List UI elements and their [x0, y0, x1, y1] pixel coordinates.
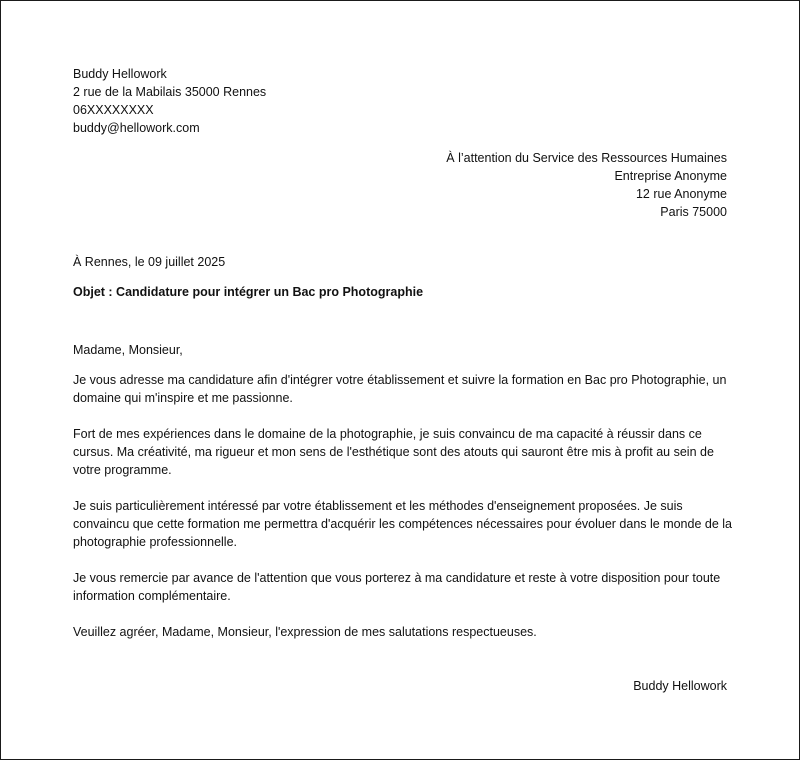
sender-email: buddy@hellowork.com — [73, 121, 200, 135]
closing-paragraph: Veuillez agréer, Madame, Monsieur, l'expression de mes salutations respectueuses. — [73, 625, 537, 639]
recipient-attention: À l’attention du Service des Ressources Humaines — [446, 151, 727, 165]
recipient-street: 12 rue Anonyme — [635, 187, 727, 201]
letter-body — [73, 341, 733, 659]
recipient-block — [446, 149, 727, 221]
signature: Buddy Hellowork — [633, 679, 727, 693]
body-paragraph-1: Je vous adresse ma candidature afin d'intégrer votre établissement et suivre la formation en Bac pro Photographie, un domaine qui m'inspire et me passionne. — [73, 373, 727, 405]
body-paragraph-2: Fort de mes expériences dans le domaine de la photographie, je suis convaincu de ma capacité à réussir dans ce cursus. Ma créativité, ma rigueur et mon sens de l'esthétique sont des atouts qui sauront être mis à profit au sein de votre programme. — [73, 427, 714, 477]
body-paragraph-3: Je suis particulièrement intéressé par votre établissement et les méthodes d'enseignement proposées. Je suis convaincu que cette formation me permettra d'acquérir les compétences nécessaires pour évoluer dans le monde de la photographie professionnelle. — [73, 499, 732, 549]
recipient-company: Entreprise Anonyme — [614, 169, 727, 183]
recipient-city: Paris 75000 — [660, 205, 727, 219]
sender-phone: 06XXXXXXXX — [73, 103, 154, 117]
sender-block — [73, 65, 266, 137]
salutation: Madame, Monsieur, — [73, 343, 183, 357]
letter-date: À Rennes, le 09 juillet 2025 — [73, 255, 226, 269]
sender-address: 2 rue de la Mabilais 35000 Rennes — [73, 85, 267, 99]
sender-name: Buddy Hellowork — [73, 67, 167, 81]
letter-subject: Objet : Candidature pour intégrer un Bac pro Photographie — [73, 285, 424, 299]
body-paragraph-4: Je vous remercie par avance de l'attention que vous porterez à ma candidature et reste à votre disposition pour toute information complémentaire. — [73, 571, 721, 603]
